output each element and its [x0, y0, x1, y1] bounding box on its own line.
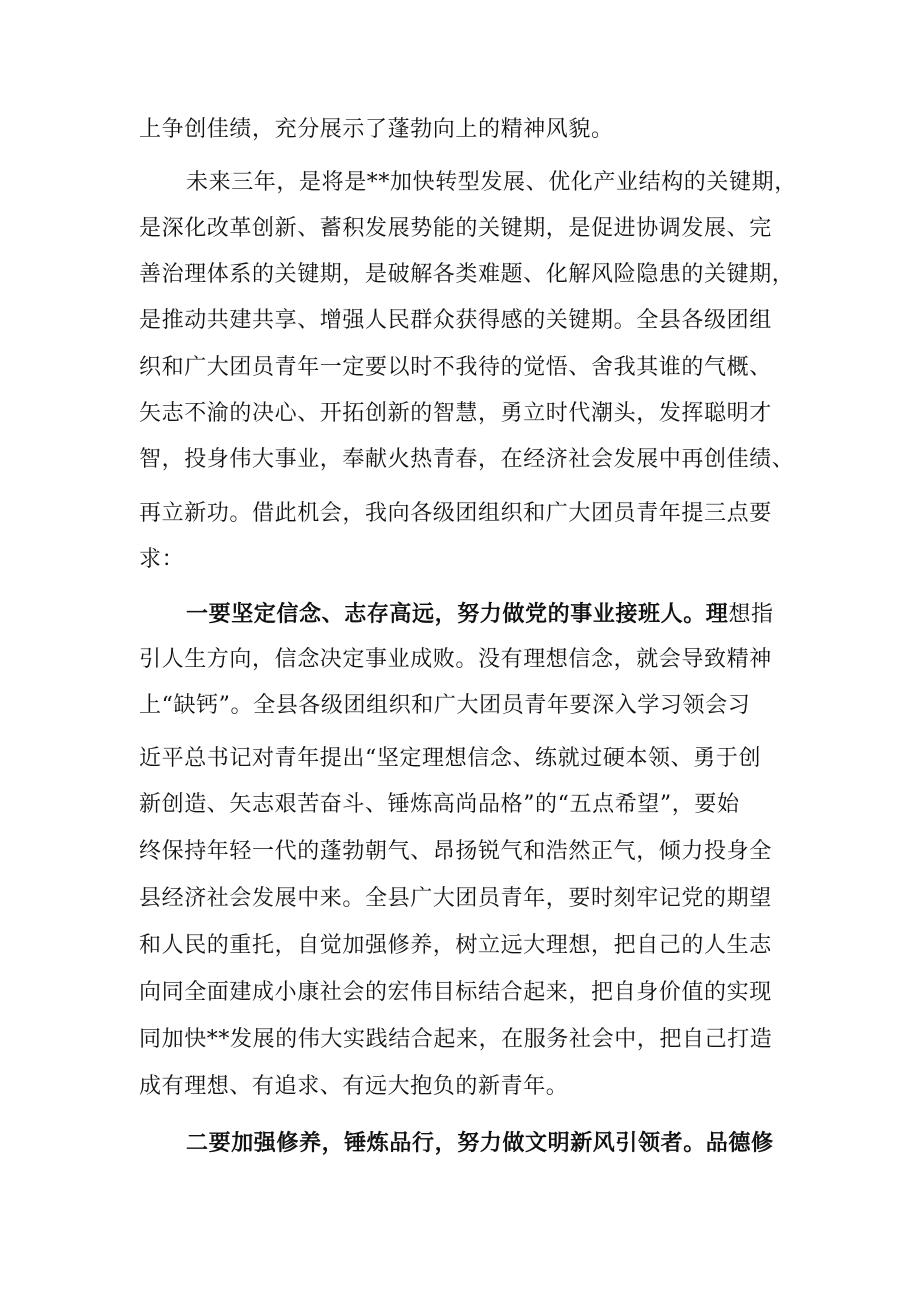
paragraph-line: 上“缺钙”。全县各级团组织和广大团员青年要深入学习领会习: [139, 693, 751, 718]
paragraph-line: 同加快**发展的伟大实践结合起来，在服务社会中，把自己打造: [139, 1027, 773, 1052]
paragraph-line: 是深化改革创新、蓄积发展势能的关键期，是促进协调发展、完: [139, 216, 772, 241]
section-heading-2-bold: 二要加强修养，锤炼品行，努力做文明新风引领者。品德修: [186, 1130, 774, 1156]
paragraph-line: 向同全面建成小康社会的宏伟目标结合起来，把自身价值的实现: [139, 980, 772, 1005]
paragraph-line: 求：: [139, 547, 185, 572]
paragraph-line: 终保持年轻一代的蓬勃朝气、昂扬锐气和浩然正气，倾力投身全: [139, 839, 772, 864]
section-heading-1: [186, 594, 846, 634]
paragraph-line: 善治理体系的关键期，是破解各类难题、化解风险隐患的关键期，: [139, 262, 795, 287]
paragraph-line: 未来三年，是将是**加快转型发展、优化产业结构的关键期，: [186, 170, 797, 195]
paragraph-line: 是推动共建共享、增强人民群众获得感的关键期。全县各级团组: [139, 308, 772, 333]
paragraph-line: 引人生方向，信念决定事业成败。没有理想信念，就会导致精神: [139, 647, 772, 672]
section-heading-2: [186, 1123, 846, 1163]
paragraph-line: 智，投身伟大事业，奉献火热青春，在经济社会发展中再创佳绩、: [139, 447, 795, 472]
paragraph-line: 矢志不渝的决心、开拓创新的智慧，勇立时代潮头，发挥聪明才: [139, 401, 772, 426]
paragraph-line: 近平总书记对青年提出“坚定理想信念、练就过硬本领、勇于创: [139, 746, 762, 771]
paragraph-line: 织和广大团员青年一定要以时不我待的觉悟、舍我其谁的气概、: [139, 355, 772, 380]
paragraph-line: 县经济社会发展中来。全县广大团员青年，要时刻牢记党的期望: [139, 886, 772, 911]
paragraph-line: 再立新功。借此机会，我向各级团组织和广大团员青年提三点要: [139, 501, 772, 526]
paragraph-line: 成有理想、有追求、有远大抱负的新青年。: [139, 1074, 569, 1099]
section-heading-1-rest: 想指: [728, 602, 774, 627]
paragraph-line: 上争创佳绩，充分展示了蓬勃向上的精神风貌。: [139, 117, 614, 142]
section-heading-1-bold: 一要坚定信念、志存高远，努力做党的事业接班人。理: [186, 601, 729, 627]
paragraph-line: 新创造、矢志艰苦奋斗、锤炼高尚品格”的“五点希望”，要始: [139, 792, 740, 817]
paragraph-line: 和人民的重托，自觉加强修养，树立远大理想，把自己的人生志: [139, 933, 772, 958]
